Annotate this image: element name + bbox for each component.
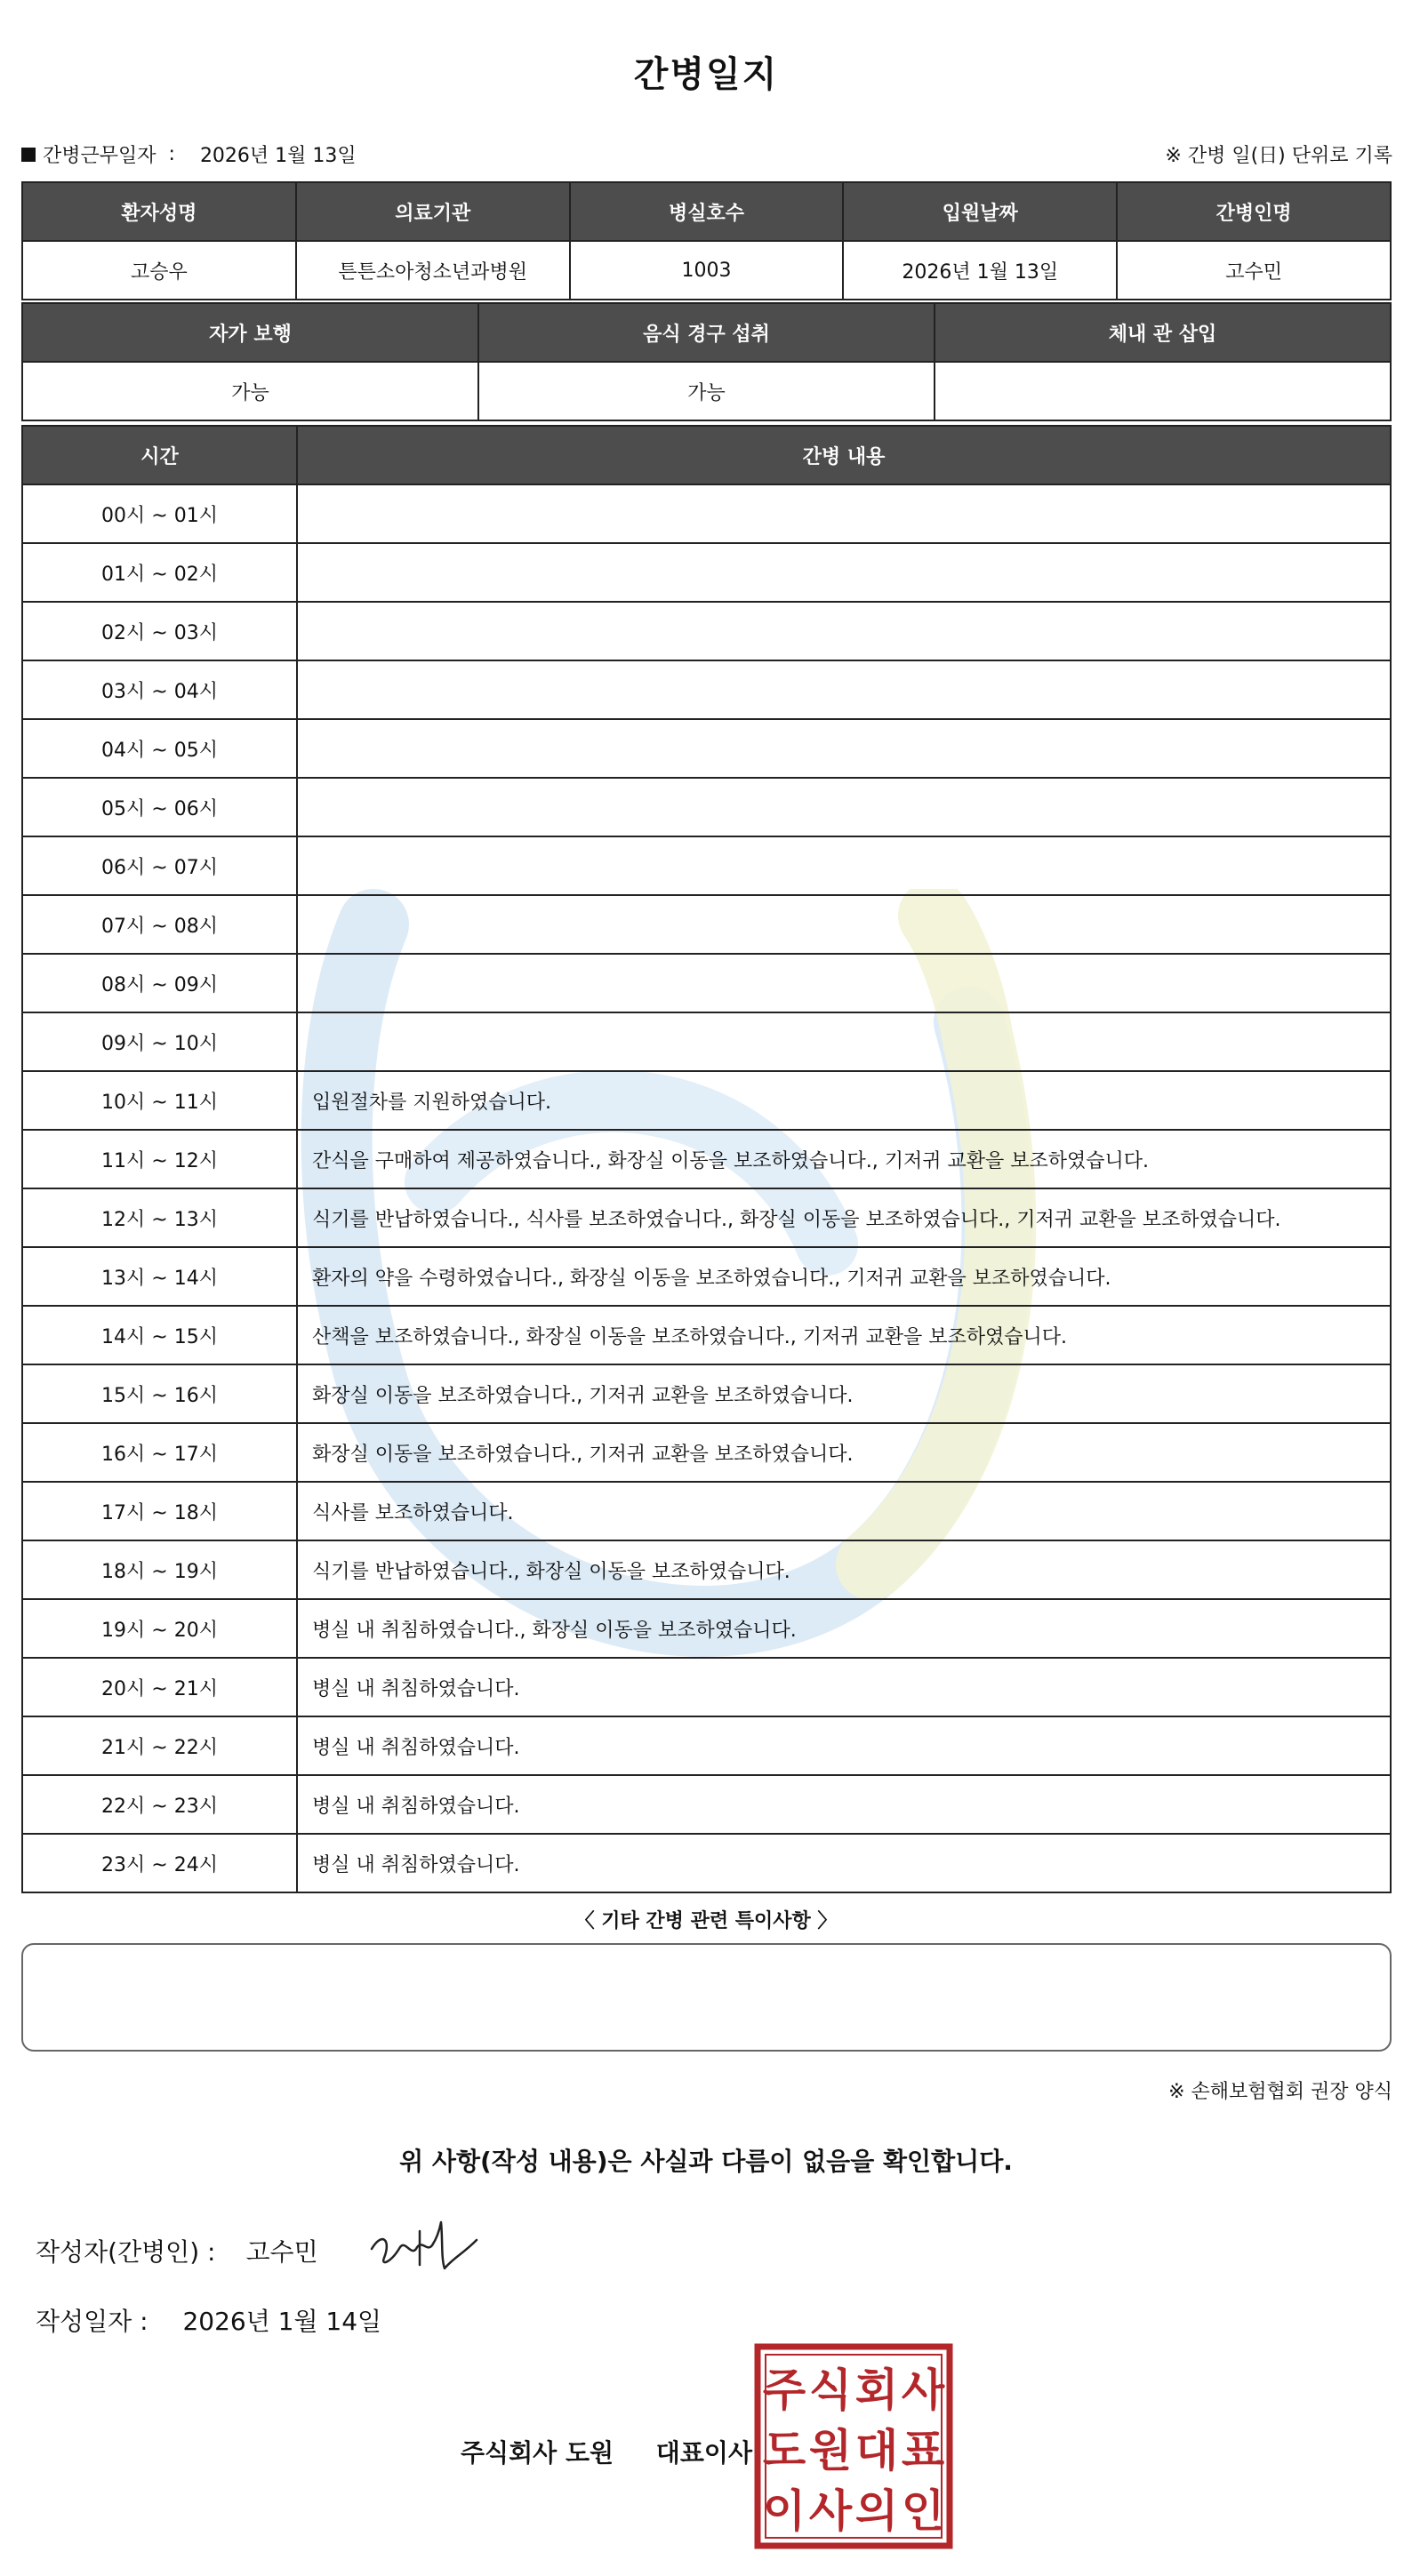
patient-info-header-row [22,182,1391,241]
header-tube-insertion: 체내 관 삽입 [935,303,1391,362]
header-care-content: 간병 내용 [297,426,1391,484]
care-log-content: 병실 내 취침하였습니다. [297,1716,1391,1775]
care-log-row [22,1188,1391,1247]
care-log-row [22,1423,1391,1482]
care-log-time: 03시 ~ 04시 [22,660,297,719]
care-log-row [22,1599,1391,1658]
self-walking-value: 가능 [22,362,478,420]
care-log-time: 21시 ~ 22시 [22,1716,297,1775]
care-log-time: 23시 ~ 24시 [22,1834,297,1892]
care-log-time: 07시 ~ 08시 [22,895,297,954]
care-log-row [22,778,1391,836]
write-date-line [36,2302,381,2338]
care-log-time: 12시 ~ 13시 [22,1188,297,1247]
care-log-content: 산책을 보조하였습니다., 화장실 이동을 보조하였습니다., 기저귀 교환을 보조하였습니다. [297,1306,1391,1364]
care-log-time: 11시 ~ 12시 [22,1130,297,1188]
care-log-row [22,1482,1391,1540]
care-log-header-row [22,426,1391,484]
care-log-row [22,484,1391,543]
seal-character: 원 [808,2425,853,2476]
hospital-name: 튼튼소아청소년과병원 [296,241,570,300]
care-log-time: 05시 ~ 06시 [22,778,297,836]
care-log-time: 02시 ~ 03시 [22,602,297,660]
company-line [461,2434,752,2469]
seal-character: 주 [762,2364,806,2416]
care-log-time: 13시 ~ 14시 [22,1247,297,1306]
care-log-row [22,1012,1391,1071]
care-log-content: 병실 내 취침하였습니다. [297,1775,1391,1834]
ceo-title: 대표이사 [655,2438,752,2468]
seal-character: 대 [854,2425,899,2476]
care-log-row [22,1540,1391,1599]
care-log-content: 식기를 반납하였습니다., 식사를 보조하였습니다., 화장실 이동을 보조하였습니다., 기저귀 교환을 보조하였습니다. [297,1188,1391,1247]
patient-info-table [21,181,1392,300]
care-log-row [22,719,1391,778]
patient-name: 고승우 [22,241,296,300]
header-patient-name: 환자성명 [22,182,296,241]
care-log-content: 환자의 약을 수령하였습니다., 화장실 이동을 보조하였습니다., 기저귀 교환을 보조하였습니다. [297,1247,1391,1306]
oral-intake-value: 가능 [478,362,935,420]
writer-label: 작성자(간병인) : [36,2237,216,2267]
care-log-row [22,836,1391,895]
care-log-content: 화장실 이동을 보조하였습니다., 기저귀 교환을 보조하였습니다. [297,1364,1391,1423]
work-date-separator: : [168,143,175,165]
header-room-number: 병실호수 [570,182,844,241]
work-date [21,140,357,168]
patient-status-value-row [22,362,1391,420]
care-log-content [297,484,1391,543]
remarks-title: 〈 기타 간병 관련 특이사항 〉 [574,1910,838,1932]
care-log-row [22,895,1391,954]
care-log-row [22,602,1391,660]
confirmation-statement: 위 사항(작성 내용)은 사실과 다름이 없음을 확인합니다. [399,2147,1013,2176]
care-log-row [22,1130,1391,1188]
care-log-content [297,719,1391,778]
seal-character: 식 [808,2364,853,2416]
seal-character: 사 [901,2364,945,2416]
care-log-time: 04시 ~ 05시 [22,719,297,778]
handwritten-signature [365,2213,489,2276]
work-date-value: 2026년 1월 13일 [199,145,357,167]
seal-character: 사 [808,2485,853,2537]
care-log-content [297,954,1391,1012]
care-log-content [297,778,1391,836]
header-oral-intake: 음식 경구 섭취 [478,303,935,362]
care-log-row [22,1247,1391,1306]
header-self-walking: 자가 보행 [22,303,478,362]
care-log-time: 17시 ~ 18시 [22,1482,297,1540]
form-note: ※ 손해보험협회 권장 양식 [1168,2081,1392,2103]
seal-character: 회 [854,2364,899,2416]
care-log-content [297,895,1391,954]
header-admission-date: 입원날짜 [843,182,1117,241]
care-log-time: 15시 ~ 16시 [22,1364,297,1423]
care-log-time: 08시 ~ 09시 [22,954,297,1012]
care-log-content [297,543,1391,602]
care-log-row [22,954,1391,1012]
care-log-time: 10시 ~ 11시 [22,1071,297,1130]
seal-character: 의 [854,2485,899,2537]
care-log-content: 간식을 구매하여 제공하였습니다., 화장실 이동을 보조하였습니다., 기저귀 교환을 보조하였습니다. [297,1130,1391,1188]
care-log-time: 14시 ~ 15시 [22,1306,297,1364]
seal-character: 인 [901,2485,945,2537]
care-log-time: 19시 ~ 20시 [22,1599,297,1658]
care-log-time: 22시 ~ 23시 [22,1775,297,1834]
record-note: ※ 간병 일(日) 단위로 기록 [1165,145,1392,167]
care-log-row [22,543,1391,602]
square-bullet-icon [21,148,36,162]
care-log-row [22,1306,1391,1364]
care-log-content [297,1012,1391,1071]
care-log-time: 01시 ~ 02시 [22,543,297,602]
write-date-label: 작성일자 : [36,2307,148,2336]
writer-name: 고수민 [245,2237,318,2267]
company-name: 주식회사 도원 [461,2438,614,2468]
care-log-row [22,660,1391,719]
care-log-content [297,836,1391,895]
care-log-time: 06시 ~ 07시 [22,836,297,895]
care-log-content: 병실 내 취침하였습니다., 화장실 이동을 보조하였습니다. [297,1599,1391,1658]
care-log-content: 병실 내 취침하였습니다. [297,1834,1391,1892]
tube-insertion-value [935,362,1391,420]
header-hospital: 의료기관 [296,182,570,241]
seal-character: 이 [762,2485,806,2537]
care-log-row [22,1716,1391,1775]
patient-status-table [21,302,1392,421]
care-log-content: 병실 내 취침하였습니다. [297,1658,1391,1716]
care-log-content: 화장실 이동을 보조하였습니다., 기저귀 교환을 보조하였습니다. [297,1423,1391,1482]
care-log-row [22,1364,1391,1423]
care-log-content [297,602,1391,660]
seal-character: 표 [901,2425,945,2476]
room-number: 1003 [570,241,844,300]
care-log-row [22,1834,1391,1892]
care-log-content: 식사를 보조하였습니다. [297,1482,1391,1540]
remarks-box [21,1943,1392,2052]
care-log-body [22,484,1391,1892]
write-date-value: 2026년 1월 14일 [182,2307,382,2336]
header-caregiver-name: 간병인명 [1117,182,1391,241]
header-time: 시간 [22,426,297,484]
company-seal-stamp [754,2343,953,2549]
care-log-content [297,660,1391,719]
page-title: 간병일지 [633,54,779,95]
care-log-row [22,1658,1391,1716]
care-log-table [21,425,1392,1893]
care-log-time: 20시 ~ 21시 [22,1658,297,1716]
admission-date: 2026년 1월 13일 [843,241,1117,300]
care-log-time: 18시 ~ 19시 [22,1540,297,1599]
work-date-label: 간병근무일자 [43,145,156,167]
care-log-time: 00시 ~ 01시 [22,484,297,543]
caregiver-name: 고수민 [1117,241,1391,300]
care-log-content: 식기를 반납하였습니다., 화장실 이동을 보조하였습니다. [297,1540,1391,1599]
seal-character: 도 [762,2425,806,2476]
care-log-time: 16시 ~ 17시 [22,1423,297,1482]
writer-line [36,2233,318,2268]
care-log-row [22,1775,1391,1834]
care-log-row [22,1071,1391,1130]
care-log-content: 입원절차를 지원하였습니다. [297,1071,1391,1130]
patient-status-header-row [22,303,1391,362]
patient-info-value-row [22,241,1391,300]
care-log-time: 09시 ~ 10시 [22,1012,297,1071]
